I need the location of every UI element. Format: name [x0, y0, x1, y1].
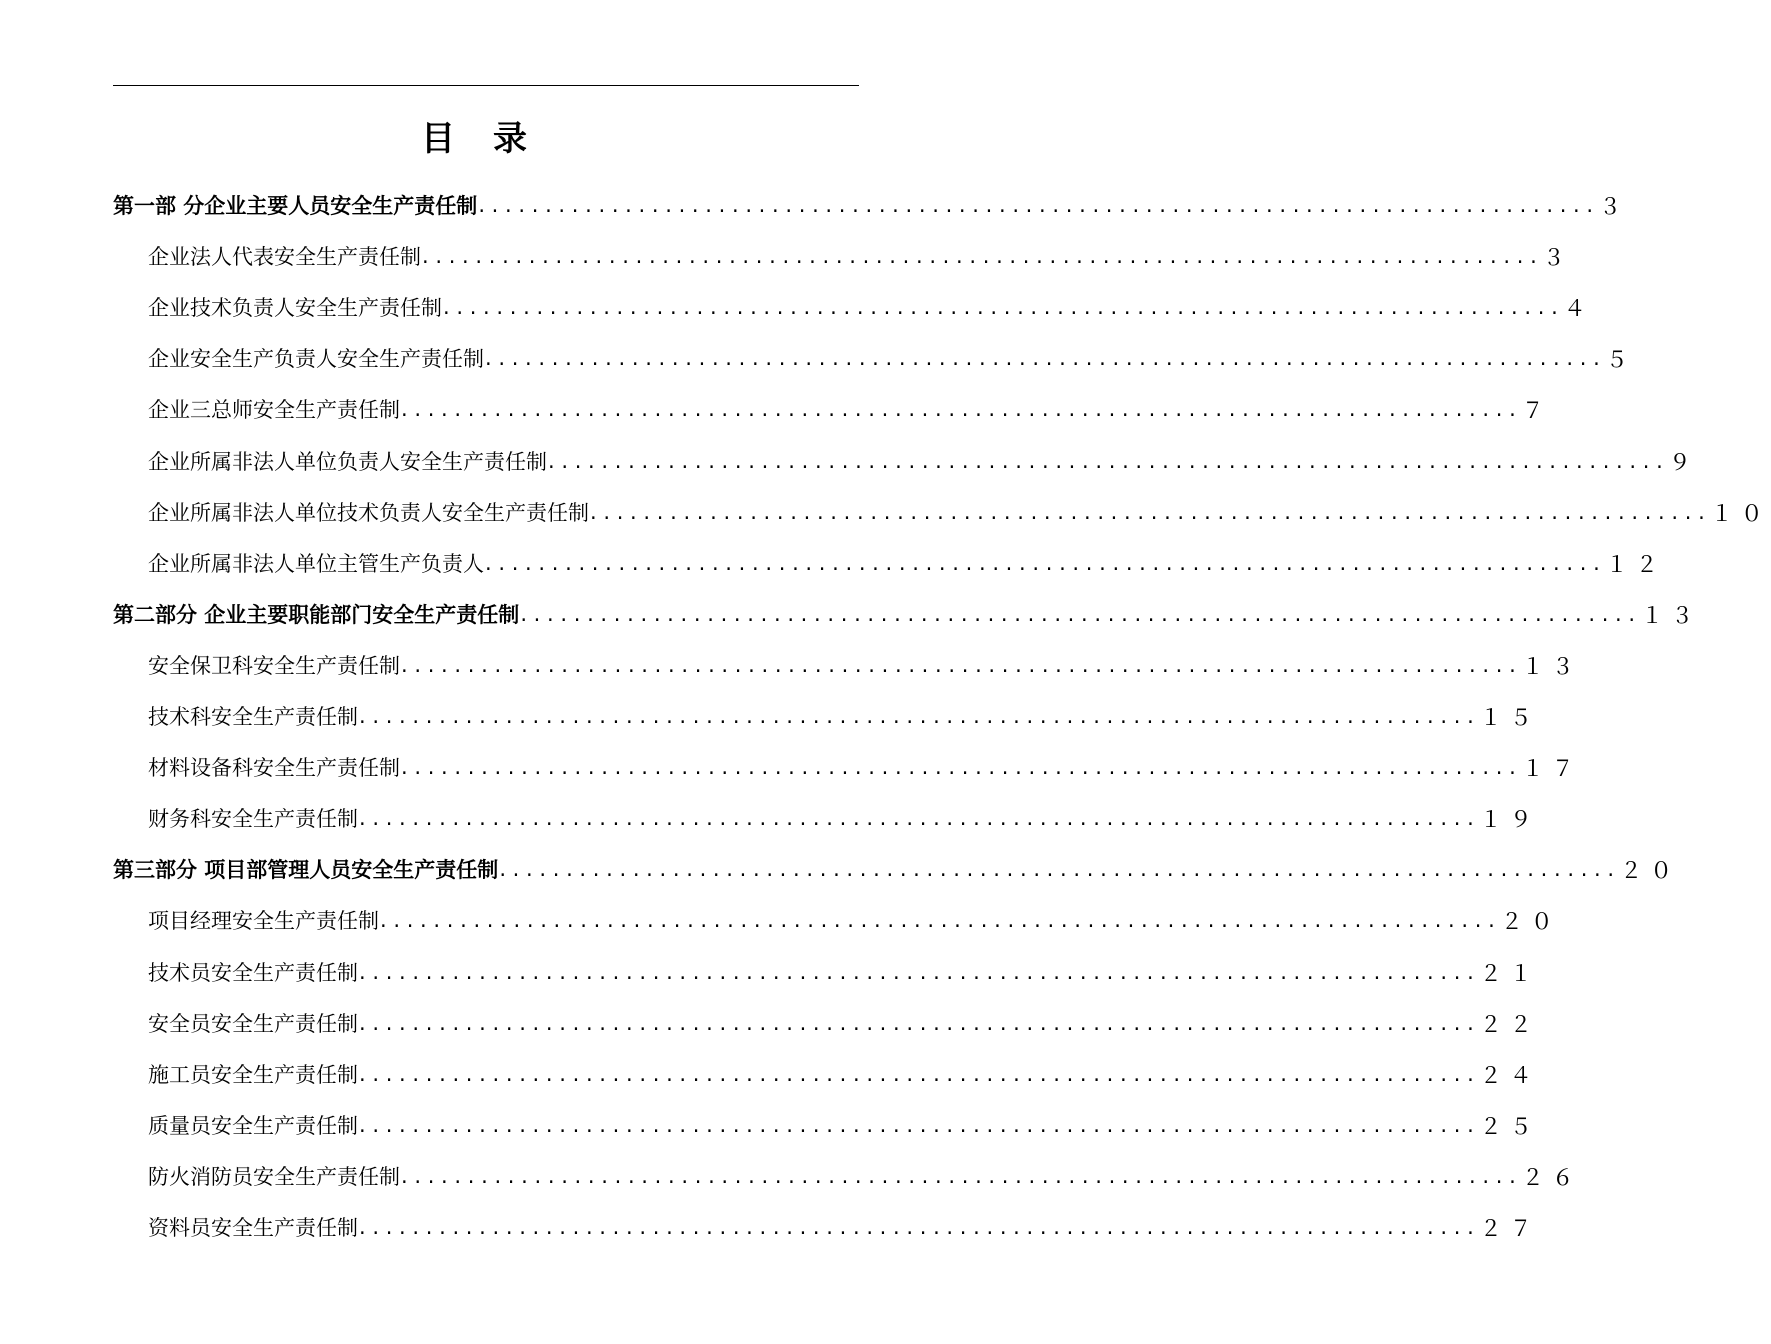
toc-entry-label: 项目经理安全生产责任制: [148, 909, 379, 933]
toc-dot-leader: [359, 1011, 1474, 1035]
toc-dot-leader: [401, 653, 1516, 677]
toc-entry-label: 财务科安全生产责任制: [148, 807, 358, 831]
toc-entry-label: 技术科安全生产责任制: [148, 705, 358, 729]
toc-page-number: ３: [1542, 245, 1573, 271]
toc-entry[interactable]: [148, 1109, 1540, 1141]
toc-entry[interactable]: [148, 393, 1552, 425]
toc-page-number: ７: [1521, 398, 1552, 424]
toc-dot-leader: [443, 295, 1558, 319]
toc-entry[interactable]: [148, 1211, 1540, 1243]
toc-entry[interactable]: [148, 547, 1666, 579]
toc-dot-leader: [359, 1062, 1474, 1086]
toc-page-number: １３: [1521, 654, 1582, 680]
toc-entry[interactable]: [148, 291, 1594, 323]
toc-page-number: ４: [1563, 296, 1594, 322]
toc-entry[interactable]: [148, 496, 1771, 528]
page-title: 目 录: [421, 119, 529, 159]
toc-page-number: ５: [1605, 347, 1636, 373]
toc-entry-label: 安全员安全生产责任制: [148, 1012, 358, 1036]
toc-entry[interactable]: [148, 802, 1540, 834]
toc-entry[interactable]: [148, 751, 1582, 783]
toc-entry[interactable]: [148, 1007, 1540, 1039]
toc-entry-label: 质量员安全生产责任制: [148, 1114, 358, 1138]
toc-page-number: ２１: [1479, 961, 1540, 987]
toc-dot-leader: [359, 1215, 1474, 1239]
toc-page-number: ９: [1668, 450, 1699, 476]
toc-entry-label: 企业三总师安全生产责任制: [148, 398, 400, 422]
toc-entry-label: 技术员安全生产责任制: [148, 961, 358, 985]
toc-page-number: １２: [1605, 552, 1666, 578]
toc-section-entry[interactable]: [113, 853, 1681, 885]
toc-dot-leader: [401, 397, 1516, 421]
toc-entry-label: 企业安全生产负责人安全生产责任制: [148, 347, 484, 371]
toc-section-entry[interactable]: [113, 189, 1630, 221]
toc-section-entry[interactable]: [113, 598, 1702, 630]
toc-dot-leader: [401, 1164, 1516, 1188]
toc-dot-leader: [520, 602, 1635, 626]
toc-entry-label: 企业所属非法人单位负责人安全生产责任制: [148, 450, 547, 474]
toc-dot-leader: [359, 704, 1474, 728]
toc-dot-leader: [478, 193, 1593, 217]
toc-dot-leader: [422, 244, 1537, 268]
toc-entry[interactable]: [148, 904, 1561, 936]
toc-dot-leader: [485, 551, 1600, 575]
toc-entry-label: 第三部分 项目部管理人员安全生产责任制: [113, 858, 499, 882]
toc-entry-label: 第一部 分企业主要人员安全生产责任制: [113, 194, 478, 218]
toc-entry-label: 企业技术负责人安全生产责任制: [148, 296, 442, 320]
toc-entry-label: 防火消防员安全生产责任制: [148, 1165, 400, 1189]
toc-entry[interactable]: [148, 649, 1582, 681]
toc-page-number: １７: [1521, 756, 1582, 782]
toc-dot-leader: [359, 806, 1474, 830]
toc-dot-leader: [548, 449, 1663, 473]
toc-page-number: １９: [1479, 807, 1540, 833]
toc-entry[interactable]: [148, 445, 1699, 477]
toc-page-number: ２２: [1479, 1012, 1540, 1038]
toc-page-number: １０: [1710, 501, 1771, 527]
toc-page-number: ２５: [1479, 1114, 1540, 1140]
toc-entry[interactable]: [148, 342, 1636, 374]
toc-dot-leader: [401, 755, 1516, 779]
toc-entry[interactable]: [148, 240, 1573, 272]
toc-page-number: １３: [1641, 603, 1702, 629]
toc-dot-leader: [359, 1113, 1474, 1137]
toc-entry-label: 资料员安全生产责任制: [148, 1216, 358, 1240]
toc-entry-label: 材料设备科安全生产责任制: [148, 756, 400, 780]
toc-entry-label: 企业所属非法人单位主管生产负责人: [148, 552, 484, 576]
toc-page-number: ２０: [1500, 909, 1561, 935]
toc-page-number: ２６: [1521, 1165, 1582, 1191]
toc-page-number: １５: [1479, 705, 1540, 731]
toc-entry[interactable]: [148, 700, 1540, 732]
toc-entry[interactable]: [148, 1058, 1540, 1090]
toc-entry-label: 安全保卫科安全生产责任制: [148, 654, 400, 678]
toc-entry-label: 第二部分 企业主要职能部门安全生产责任制: [113, 603, 520, 627]
toc-page-number: ２０: [1620, 858, 1681, 884]
toc-entry[interactable]: [148, 1160, 1582, 1192]
toc-page-number: ３: [1599, 194, 1630, 220]
toc-dot-leader: [485, 346, 1600, 370]
toc-dot-leader: [590, 500, 1705, 524]
toc-page-number: ２７: [1479, 1216, 1540, 1242]
toc-entry-label: 企业所属非法人单位技术负责人安全生产责任制: [148, 501, 589, 525]
toc-entry-label: 企业法人代表安全生产责任制: [148, 245, 421, 269]
toc-entry-label: 施工员安全生产责任制: [148, 1063, 358, 1087]
toc-dot-leader: [380, 908, 1495, 932]
toc-dot-leader: [499, 857, 1614, 881]
toc-page-number: ２４: [1479, 1063, 1540, 1089]
toc-dot-leader: [359, 960, 1474, 984]
toc-entry[interactable]: [148, 956, 1540, 988]
